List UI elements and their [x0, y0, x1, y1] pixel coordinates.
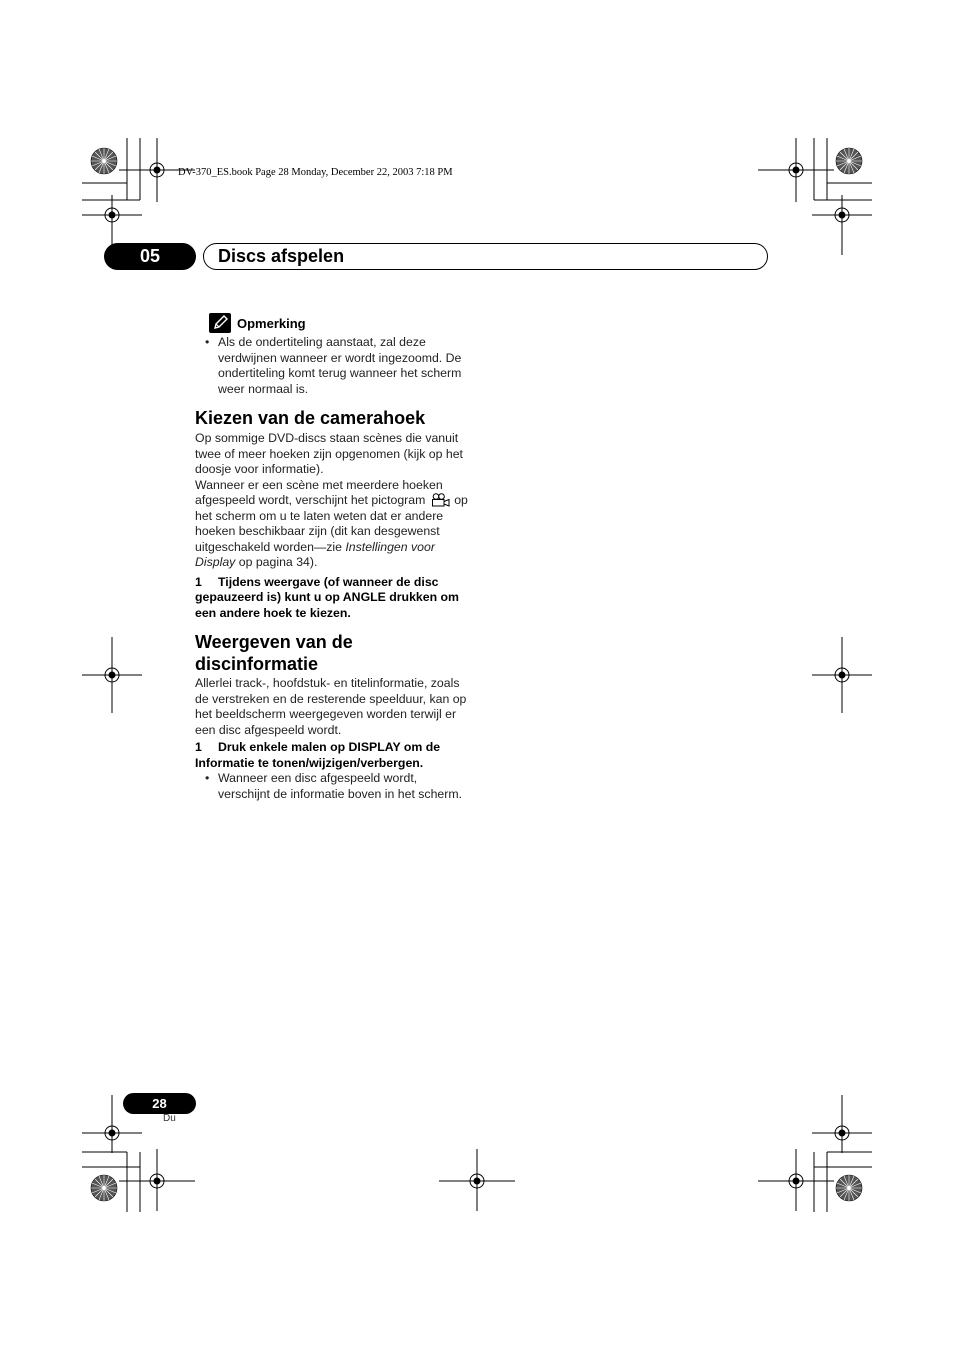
step-number: 1 — [195, 574, 202, 589]
chapter-number: 05 — [104, 243, 196, 270]
section1-paragraph-2 — [195, 478, 470, 571]
note-bullet-text: Als de ondertiteling aanstaat, zal deze verdwijnen wanneer er wordt ingezoomd. De ondertiteling komt terug wanneer het scherm weer normaal is. — [218, 335, 462, 396]
note-bullet — [195, 335, 470, 397]
section1-para2-start: Wanneer er een scène met meerdere hoeken afgespeeld wordt, verschijnt het pictogram — [195, 477, 443, 507]
section1-para2-end: op pagina 34). — [238, 555, 318, 569]
language-code: Du — [163, 1113, 176, 1124]
step-text: Druk enkele malen op DISPLAY om de Informatie te tonen/wijzigen/verbergen. — [195, 740, 441, 770]
section1-step-1 — [195, 575, 470, 622]
book-file-line: DV-370_ES.book Page 28 Monday, December 22, 2003 7:18 PM — [178, 167, 453, 178]
section2-bullet-text: Wanneer een disc afgespeeld wordt, verschijnt de informatie boven in het scherm. — [218, 771, 463, 801]
bullet-dot: • — [205, 771, 210, 785]
chapter-title-box — [203, 243, 768, 270]
pencil-icon — [209, 313, 231, 333]
chapter-title: Discs afspelen — [218, 246, 345, 266]
note-title: Opmerking — [237, 316, 306, 331]
step-text: Tijdens weergave (of wanneer de disc gepauzeerd is) kunt u op ANGLE drukken om een andere hoek te kiezen. — [195, 574, 459, 620]
section2-bullet — [195, 771, 470, 802]
section-heading-disc-info: Weergeven van de discinformatie — [195, 632, 353, 674]
step-number: 1 — [195, 740, 202, 754]
section1-para2-middle: op het scherm om u te laten weten dat er andere hoeken beschikbaar zijn (dit kan desgewenst uitgeschakeld worden—zie — [195, 493, 468, 554]
section1-paragraph-1: Op sommige DVD-discs staan scènes die vanuit twee of meer hoeken zijn opgenomen (kijk op het doosje voor informatie). — [195, 431, 463, 476]
camera-angle-icon — [431, 493, 451, 507]
bullet-dot: • — [205, 335, 210, 349]
note-header — [195, 313, 470, 335]
section2-paragraph-1: Allerlei track-, hoofdstuk- en titelinformatie, zoals de verstreken en de resterende speelduur, kan op het beeldscherm weergegeven worden terwijl er een disc afgespeeld wordt. — [195, 676, 467, 737]
settings-display-reference: Instellingen voor Display — [195, 539, 435, 569]
section-heading-camera-angle: Kiezen van de camerahoek — [195, 408, 426, 428]
content-column — [195, 313, 470, 802]
section2-step-1 — [195, 740, 470, 771]
page-number: 28 — [123, 1093, 196, 1114]
